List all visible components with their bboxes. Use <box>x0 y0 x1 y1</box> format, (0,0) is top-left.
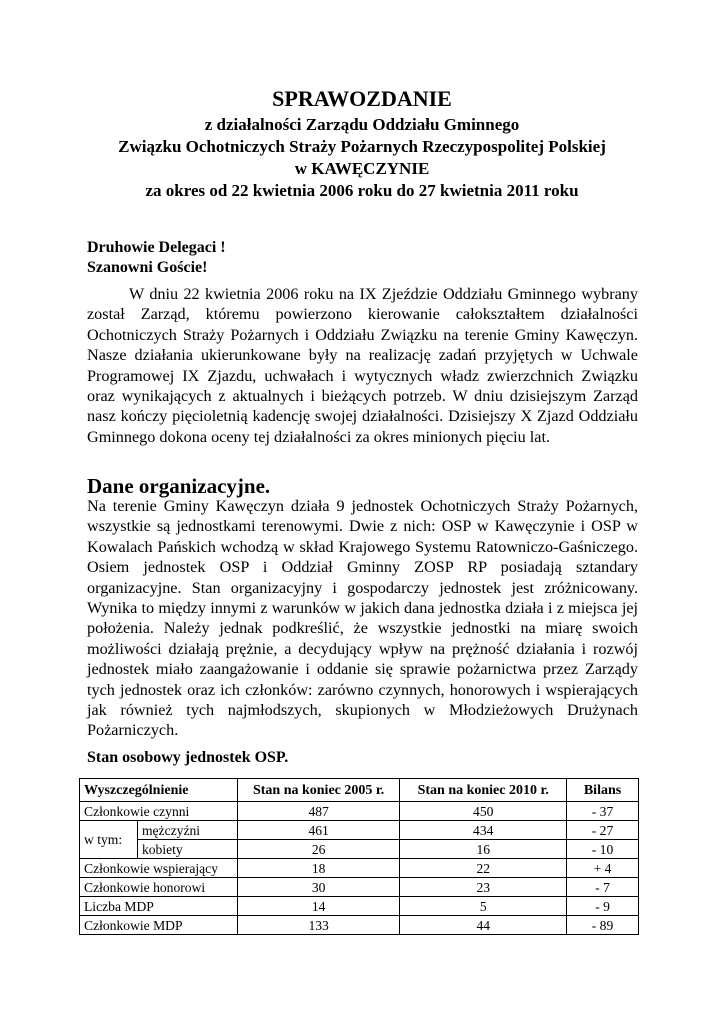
value-2010: 434 <box>400 821 567 840</box>
row-label: Członkowie czynni <box>80 802 238 821</box>
value-balance: + 4 <box>567 859 639 878</box>
row-label: kobiety <box>137 840 237 859</box>
value-balance: - 37 <box>567 802 639 821</box>
value-2010: 22 <box>400 859 567 878</box>
document-title: SPRAWOZDANIE <box>272 86 452 111</box>
value-2005: 461 <box>237 821 400 840</box>
section-paragraph: Na terenie Gminy Kawęczyn działa 9 jednostek Ochotniczych Straży Pożarnych, wszystkie są jednostkami terenowymi. Dwie z nich: OSP w Kawęczynie i OSP w Kowalach Pańskich wchodzą w skład Krajowego Systemu Ratowniczo-Gaśniczego. Osiem jednostek OSP i Oddział Gminny ZOSP RP posiadają sztandary organizacyjne. Stan organizacyjny i gospodarczy jednostek jest zróżnicowany. Wynika to między innymi z warunków w jakich dana jednostka działa i z miejsca jej położenia. Należy jednak podkreślić, że wszystkie jednostki na miarę swoich możliwości działają prężnie, a decydujący wpływ na prężność działania i rozwój jednostek miało zaangażowanie i oddanie się sprawie pożarnictwa przez Zarządy tych jednostek oraz ich członków: zarówno czynnych, honorowych i wspierających jak również tych najmłodszych, skupionych w Młodzieżowych Drużynach Pożarniczych. <box>87 497 638 740</box>
table-row <box>80 878 639 897</box>
header-balance: Bilans <box>567 779 639 802</box>
value-2005: 30 <box>237 878 400 897</box>
value-2005: 14 <box>237 897 400 916</box>
staff-table <box>79 778 639 935</box>
row-label: Członkowie MDP <box>80 916 238 935</box>
table-row <box>80 859 639 878</box>
subtitle-line-4: za okres od 22 kwietnia 2006 roku do 27 kwietnia 2011 roku <box>145 181 579 200</box>
row-label: Członkowie honorowi <box>80 878 238 897</box>
value-2010: 23 <box>400 878 567 897</box>
value-balance: - 9 <box>567 897 639 916</box>
subtitle-line-2: Związku Ochotniczych Straży Pożarnych Rzeczypospolitej Polskiej <box>118 137 606 156</box>
value-balance: - 7 <box>567 878 639 897</box>
table-row <box>80 840 639 859</box>
greeting-delegates: Druhowie Delegaci ! <box>87 239 226 256</box>
table-row <box>80 897 639 916</box>
header-2005: Stan na koniec 2005 r. <box>237 779 400 802</box>
intro-paragraph: W dniu 22 kwietnia 2006 roku na IX Zjeździe Oddziału Gminnego wybrany został Zarząd, któremu powierzono kierowanie całokształtem działalności Ochotniczych Straży Pożarnych i Oddziału Związku na terenie Gminy Kawęczyn. Nasze działania ukierunkowane były na realizację zadań przyjętych w Uchwale Programowej IX Zjazdu, uchwałach i wytycznych władz zwierzchnich Związku oraz wynikających z aktualnych i bieżących potrzeb. W dniu dzisiejszym Zarząd nasz kończy pięcioletnią kadencję swojej działalności. Dzisiejszy X Zjazd Oddziału Gminnego dokona oceny tej działalności za okres minionych pięciu lat. <box>87 285 638 446</box>
row-label: mężczyźni <box>137 821 237 840</box>
value-2005: 487 <box>237 802 400 821</box>
value-balance: - 27 <box>567 821 639 840</box>
value-2005: 26 <box>237 840 400 859</box>
table-row <box>80 802 639 821</box>
greeting-guests: Szanowni Goście! <box>87 259 208 276</box>
value-2010: 44 <box>400 916 567 935</box>
table-header-row <box>80 779 639 802</box>
table-row <box>80 821 639 840</box>
subtitle-line-3: w KAWĘCZYNIE <box>294 159 430 178</box>
row-label: Liczba MDP <box>80 897 238 916</box>
section-heading: Dane organizacyjne. <box>87 474 271 498</box>
value-2005: 133 <box>237 916 400 935</box>
header-2010: Stan na koniec 2010 r. <box>400 779 567 802</box>
table-row <box>80 916 639 935</box>
value-balance: - 89 <box>567 916 639 935</box>
row-group-label: w tym: <box>80 821 138 859</box>
value-2010: 16 <box>400 840 567 859</box>
row-label: Członkowie wspierający <box>80 859 238 878</box>
value-2005: 18 <box>237 859 400 878</box>
table-caption: Stan osobowy jednostek OSP. <box>87 749 289 766</box>
value-2010: 450 <box>400 802 567 821</box>
header-description: Wyszczególnienie <box>80 779 238 802</box>
value-balance: - 10 <box>567 840 639 859</box>
value-2010: 5 <box>400 897 567 916</box>
subtitle-line-1: z działalności Zarządu Oddziału Gminnego <box>204 115 520 134</box>
